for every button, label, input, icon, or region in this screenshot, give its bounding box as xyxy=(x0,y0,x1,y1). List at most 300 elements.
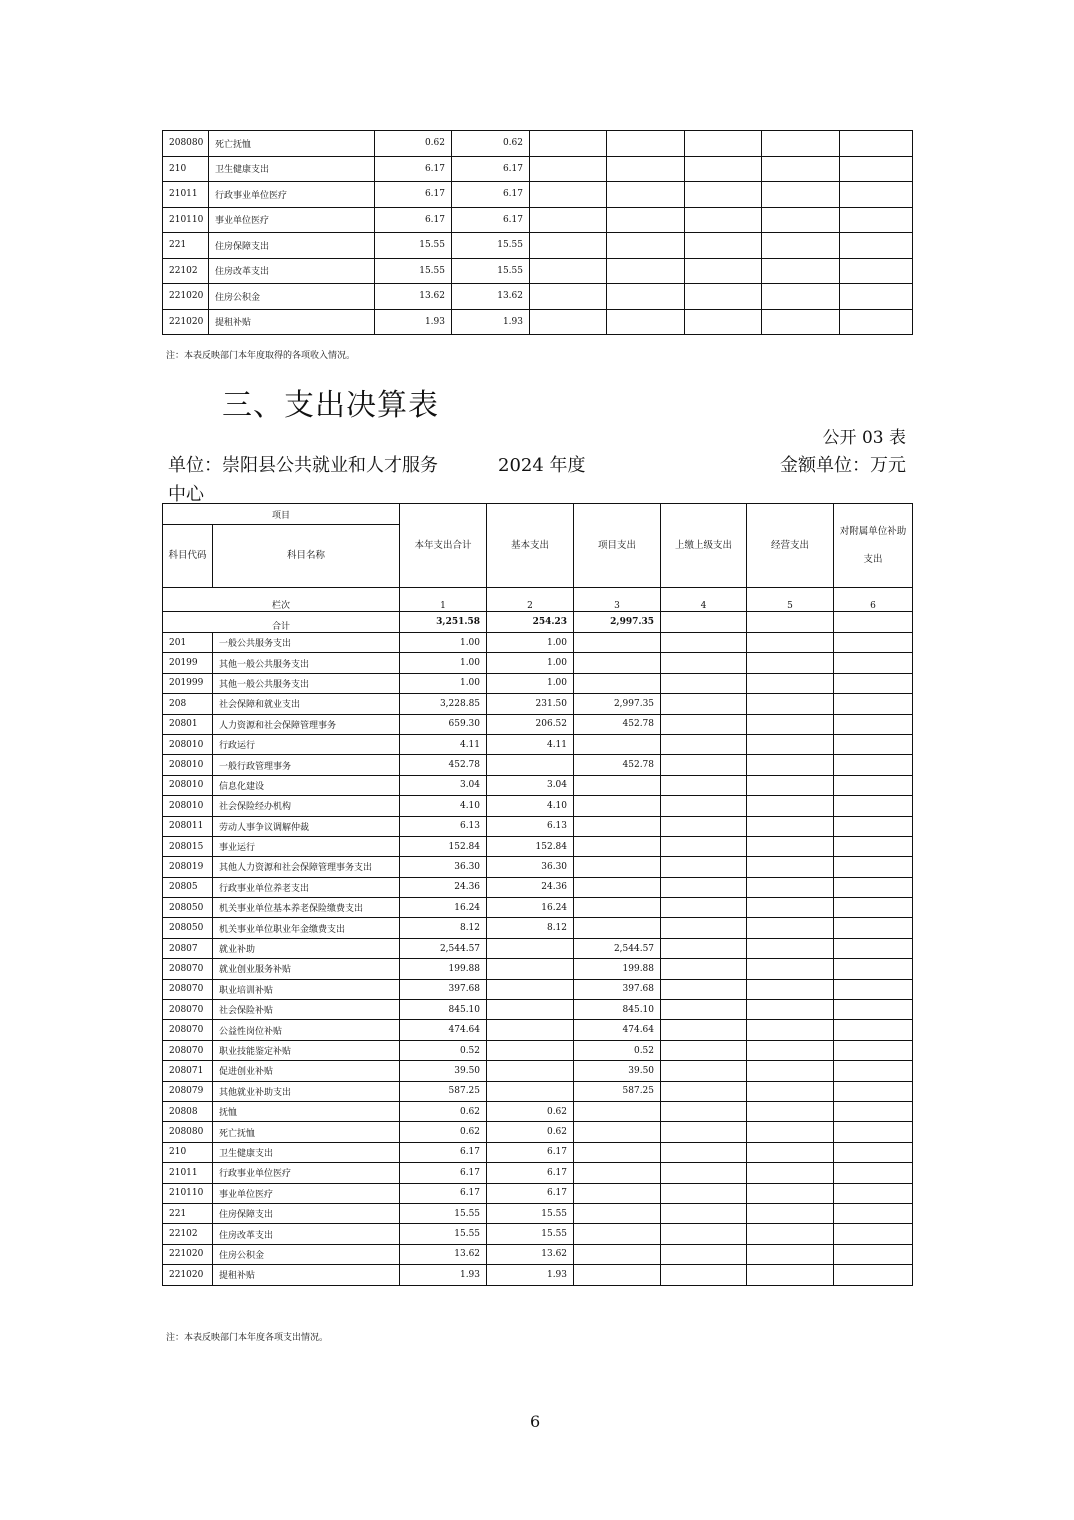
upper-expense xyxy=(661,918,747,938)
project-expense xyxy=(574,775,661,795)
total-expense: 13.62 xyxy=(400,1244,487,1264)
subject-name: 行政运行 xyxy=(213,734,400,754)
upper-expense xyxy=(661,1040,747,1060)
subject-code: 208070 xyxy=(163,979,213,999)
upper-expense xyxy=(661,633,747,653)
table-row xyxy=(163,734,913,754)
subject-code: 210110 xyxy=(163,1183,213,1203)
subject-name: 死亡抚恤 xyxy=(209,131,375,157)
business-expense xyxy=(747,857,834,877)
empty-cell xyxy=(530,309,607,335)
subsidy-expense xyxy=(834,1081,913,1101)
subject-name: 一般公共服务支出 xyxy=(213,633,400,653)
subject-code: 208010 xyxy=(163,796,213,816)
subsidy-expense xyxy=(834,1224,913,1244)
total-expense: 1.93 xyxy=(400,1265,487,1285)
table-row xyxy=(163,816,913,836)
project-expense: 2,544.57 xyxy=(574,938,661,958)
upper-expense xyxy=(661,857,747,877)
business-expense xyxy=(747,714,834,734)
subsidy-expense xyxy=(834,1265,913,1285)
table-row xyxy=(163,309,913,335)
upper-expense xyxy=(661,898,747,918)
table-row xyxy=(163,1040,913,1060)
column-number: 2 xyxy=(487,588,574,612)
basic-expense: 36.30 xyxy=(487,857,574,877)
table-row xyxy=(163,938,913,958)
table-row xyxy=(163,1101,913,1121)
subject-code: 208010 xyxy=(163,734,213,754)
total-business xyxy=(747,612,834,633)
business-expense xyxy=(747,1224,834,1244)
business-expense xyxy=(747,1061,834,1081)
subject-name: 人力资源和社会保障管理事务 xyxy=(213,714,400,734)
subject-code: 20801 xyxy=(163,714,213,734)
upper-expense xyxy=(661,1142,747,1162)
subject-name: 住房改革支出 xyxy=(209,258,375,284)
basic-expense: 1.00 xyxy=(487,673,574,693)
table-row xyxy=(163,755,913,775)
subsidy-expense xyxy=(834,1020,913,1040)
section-title: 三、支出决算表 xyxy=(222,388,439,423)
project-expense xyxy=(574,673,661,693)
total-expense: 0.52 xyxy=(400,1040,487,1060)
subject-name: 住房保障支出 xyxy=(213,1203,400,1223)
project-expense xyxy=(574,653,661,673)
table-row xyxy=(163,207,913,233)
subject-code: 208070 xyxy=(163,1000,213,1020)
subject-code: 22102 xyxy=(163,1224,213,1244)
subject-code: 210110 xyxy=(163,207,209,233)
column-number: 5 xyxy=(747,588,834,612)
subject-name: 事业单位医疗 xyxy=(213,1183,400,1203)
income-table-note: 注：本表反映部门本年度取得的各项收入情况。 xyxy=(166,351,356,361)
table-row xyxy=(163,1061,913,1081)
basic-expense xyxy=(487,1081,574,1101)
subject-code: 20199 xyxy=(163,653,213,673)
upper-expense xyxy=(661,1101,747,1121)
business-expense xyxy=(747,816,834,836)
total-expense: 3.04 xyxy=(400,775,487,795)
business-expense xyxy=(747,796,834,816)
project-expense: 39.50 xyxy=(574,1061,661,1081)
basic-expense: 13.62 xyxy=(487,1244,574,1264)
empty-cell xyxy=(530,131,607,157)
subject-code: 201999 xyxy=(163,673,213,693)
total-expense: 16.24 xyxy=(400,898,487,918)
total-expense: 6.17 xyxy=(400,1183,487,1203)
empty-cell xyxy=(762,309,840,335)
upper-expense xyxy=(661,1183,747,1203)
subject-name: 死亡抚恤 xyxy=(213,1122,400,1142)
empty-cell xyxy=(840,182,913,208)
business-expense xyxy=(747,1040,834,1060)
subject-code: 208050 xyxy=(163,918,213,938)
upper-expense xyxy=(661,836,747,856)
subsidy-expense xyxy=(834,755,913,775)
basic-expense: 6.17 xyxy=(487,1183,574,1203)
basic-expense xyxy=(487,1020,574,1040)
header-project: 项目支出 xyxy=(574,504,661,588)
total-project: 2,997.35 xyxy=(574,612,661,633)
subject-code: 221020 xyxy=(163,1244,213,1264)
upper-expense xyxy=(661,816,747,836)
total-expense: 2,544.57 xyxy=(400,938,487,958)
subsidy-expense xyxy=(834,734,913,754)
income-table-body xyxy=(163,131,913,335)
basic-expense xyxy=(487,979,574,999)
subject-name: 住房公积金 xyxy=(213,1244,400,1264)
business-expense xyxy=(747,694,834,714)
total-expense: 1.00 xyxy=(400,653,487,673)
subject-name: 劳动人事争议调解仲裁 xyxy=(213,816,400,836)
subject-name: 其他人力资源和社会保障管理事务支出 xyxy=(213,857,400,877)
basic-expense: 6.17 xyxy=(487,1142,574,1162)
table-row xyxy=(163,1142,913,1162)
subject-name: 事业运行 xyxy=(213,836,400,856)
subsidy-expense xyxy=(834,1040,913,1060)
income-table-continuation xyxy=(162,130,913,335)
subject-code: 208 xyxy=(163,694,213,714)
upper-expense xyxy=(661,1244,747,1264)
business-expense xyxy=(747,1142,834,1162)
table-row xyxy=(163,1081,913,1101)
upper-expense xyxy=(661,979,747,999)
subject-code: 208080 xyxy=(163,131,209,157)
total-expense: 3,228.85 xyxy=(400,694,487,714)
total-expense: 4.11 xyxy=(400,734,487,754)
subsidy-expense xyxy=(834,796,913,816)
subject-code: 221 xyxy=(163,233,209,259)
total-expense: 36.30 xyxy=(400,857,487,877)
business-expense xyxy=(747,918,834,938)
amount-cell: 15.55 xyxy=(375,233,452,259)
upper-expense xyxy=(661,938,747,958)
project-expense xyxy=(574,1122,661,1142)
subject-code: 22102 xyxy=(163,258,209,284)
empty-cell xyxy=(607,131,685,157)
subject-name: 行政事业单位医疗 xyxy=(213,1163,400,1183)
amount-cell: 0.62 xyxy=(375,131,452,157)
empty-cell xyxy=(685,284,762,310)
table-row xyxy=(163,979,913,999)
total-expense: 4.10 xyxy=(400,796,487,816)
project-expense xyxy=(574,816,661,836)
table-row xyxy=(163,1183,913,1203)
total-expense: 152.84 xyxy=(400,836,487,856)
subject-code: 208079 xyxy=(163,1081,213,1101)
total-expense: 845.10 xyxy=(400,1000,487,1020)
empty-cell xyxy=(685,156,762,182)
business-expense xyxy=(747,1244,834,1264)
table-row xyxy=(163,898,913,918)
subject-name: 行政事业单位养老支出 xyxy=(213,877,400,897)
column-number: 1 xyxy=(400,588,487,612)
upper-expense xyxy=(661,694,747,714)
subsidy-expense xyxy=(834,653,913,673)
table-row xyxy=(163,1122,913,1142)
empty-cell xyxy=(762,156,840,182)
subject-code: 221020 xyxy=(163,1265,213,1285)
upper-expense xyxy=(661,796,747,816)
upper-expense xyxy=(661,673,747,693)
table-row xyxy=(163,1020,913,1040)
basic-expense: 1.00 xyxy=(487,653,574,673)
subject-code: 208010 xyxy=(163,755,213,775)
total-expense: 0.62 xyxy=(400,1122,487,1142)
amount-cell: 6.17 xyxy=(375,207,452,233)
empty-cell xyxy=(607,233,685,259)
total-expense: 474.64 xyxy=(400,1020,487,1040)
header-total: 本年支出合计 xyxy=(400,504,487,588)
subsidy-expense xyxy=(834,938,913,958)
business-expense xyxy=(747,673,834,693)
subject-code: 21011 xyxy=(163,1163,213,1183)
project-expense xyxy=(574,877,661,897)
subsidy-expense xyxy=(834,877,913,897)
table-row xyxy=(163,673,913,693)
business-expense xyxy=(747,1020,834,1040)
total-expense: 397.68 xyxy=(400,979,487,999)
subject-code: 221020 xyxy=(163,284,209,310)
subject-name: 提租补贴 xyxy=(209,309,375,335)
empty-cell xyxy=(840,309,913,335)
subject-name: 抚恤 xyxy=(213,1101,400,1121)
project-expense: 587.25 xyxy=(574,1081,661,1101)
subject-name: 公益性岗位补贴 xyxy=(213,1020,400,1040)
project-expense xyxy=(574,836,661,856)
empty-cell xyxy=(840,258,913,284)
total-expense: 199.88 xyxy=(400,959,487,979)
subsidy-expense xyxy=(834,1244,913,1264)
upper-expense xyxy=(661,1122,747,1142)
business-expense xyxy=(747,898,834,918)
subsidy-expense xyxy=(834,1000,913,1020)
empty-cell xyxy=(530,156,607,182)
upper-expense xyxy=(661,1081,747,1101)
project-expense xyxy=(574,918,661,938)
subject-code: 208050 xyxy=(163,898,213,918)
empty-cell xyxy=(685,233,762,259)
basic-expense: 4.11 xyxy=(487,734,574,754)
subsidy-expense xyxy=(834,1183,913,1203)
basic-expense xyxy=(487,959,574,979)
subject-name: 一般行政管理事务 xyxy=(213,755,400,775)
project-expense: 845.10 xyxy=(574,1000,661,1020)
column-label: 栏次 xyxy=(163,588,400,612)
subsidy-expense xyxy=(834,959,913,979)
project-expense: 452.78 xyxy=(574,755,661,775)
subject-code: 208070 xyxy=(163,1020,213,1040)
subject-name: 就业创业服务补贴 xyxy=(213,959,400,979)
subsidy-expense xyxy=(834,898,913,918)
empty-cell xyxy=(762,207,840,233)
subject-name: 促进创业补贴 xyxy=(213,1061,400,1081)
empty-cell xyxy=(530,258,607,284)
expenditure-table-note: 注：本表反映部门本年度各项支出情况。 xyxy=(166,1333,329,1343)
business-expense xyxy=(747,938,834,958)
header-subsidy: 对附属单位补助支出 xyxy=(834,504,913,588)
total-basic: 254.23 xyxy=(487,612,574,633)
empty-cell xyxy=(762,182,840,208)
project-expense: 474.64 xyxy=(574,1020,661,1040)
amount-unit: 金额单位：万元 xyxy=(780,455,906,476)
subject-code: 208015 xyxy=(163,836,213,856)
upper-expense xyxy=(661,775,747,795)
table-row xyxy=(163,877,913,897)
amount-cell: 1.93 xyxy=(375,309,452,335)
basic-expense: 15.55 xyxy=(487,1224,574,1244)
subject-code: 20805 xyxy=(163,877,213,897)
upper-expense xyxy=(661,877,747,897)
table-row xyxy=(163,182,913,208)
total-expense: 15.55 xyxy=(400,1224,487,1244)
empty-cell xyxy=(685,309,762,335)
amount-cell: 6.17 xyxy=(375,182,452,208)
amount-cell: 15.55 xyxy=(375,258,452,284)
total-expense: 6.17 xyxy=(400,1163,487,1183)
expenditure-table xyxy=(162,503,913,1286)
business-expense xyxy=(747,1203,834,1223)
business-expense xyxy=(747,1183,834,1203)
amount-cell: 15.55 xyxy=(452,258,530,284)
empty-cell xyxy=(530,284,607,310)
project-expense: 397.68 xyxy=(574,979,661,999)
column-number: 6 xyxy=(834,588,913,612)
empty-cell xyxy=(840,156,913,182)
subject-code: 20807 xyxy=(163,938,213,958)
total-expense: 15.55 xyxy=(400,1203,487,1223)
subject-name: 社会保险经办机构 xyxy=(213,796,400,816)
empty-cell xyxy=(685,131,762,157)
business-expense xyxy=(747,1000,834,1020)
basic-expense: 231.50 xyxy=(487,694,574,714)
column-number: 4 xyxy=(661,588,747,612)
table-row xyxy=(163,775,913,795)
table-row xyxy=(163,1265,913,1285)
project-expense: 0.52 xyxy=(574,1040,661,1060)
column-number: 3 xyxy=(574,588,661,612)
subject-name: 住房改革支出 xyxy=(213,1224,400,1244)
total-label: 合计 xyxy=(163,612,400,633)
business-expense xyxy=(747,775,834,795)
header-code: 科目代码 xyxy=(163,525,213,588)
subject-code: 208019 xyxy=(163,857,213,877)
empty-cell xyxy=(685,182,762,208)
subject-code: 201 xyxy=(163,633,213,653)
subsidy-expense xyxy=(834,1101,913,1121)
project-expense xyxy=(574,857,661,877)
basic-expense: 15.55 xyxy=(487,1203,574,1223)
expenditure-table-body xyxy=(163,633,913,1286)
project-expense xyxy=(574,734,661,754)
total-subsidy xyxy=(834,612,913,633)
empty-cell xyxy=(607,182,685,208)
subject-code: 21011 xyxy=(163,182,209,208)
page-number: 6 xyxy=(530,1412,541,1431)
amount-cell: 13.62 xyxy=(375,284,452,310)
subject-code: 221 xyxy=(163,1203,213,1223)
subject-name: 信息化建设 xyxy=(213,775,400,795)
table-row xyxy=(163,1224,913,1244)
empty-cell xyxy=(607,284,685,310)
subject-name: 事业单位医疗 xyxy=(209,207,375,233)
upper-expense xyxy=(661,1000,747,1020)
subsidy-expense xyxy=(834,714,913,734)
basic-expense: 0.62 xyxy=(487,1122,574,1142)
business-expense xyxy=(747,755,834,775)
table-row xyxy=(163,633,913,653)
upper-expense xyxy=(661,714,747,734)
business-expense xyxy=(747,633,834,653)
total-expense: 0.62 xyxy=(400,1101,487,1121)
subject-code: 210 xyxy=(163,156,209,182)
table-row xyxy=(163,653,913,673)
basic-expense: 6.13 xyxy=(487,816,574,836)
basic-expense xyxy=(487,755,574,775)
project-expense xyxy=(574,1101,661,1121)
table-row xyxy=(163,1203,913,1223)
project-expense xyxy=(574,1163,661,1183)
table-row xyxy=(163,959,913,979)
total-expense: 24.36 xyxy=(400,877,487,897)
empty-cell xyxy=(607,207,685,233)
business-expense xyxy=(747,959,834,979)
basic-expense: 206.52 xyxy=(487,714,574,734)
basic-expense: 4.10 xyxy=(487,796,574,816)
table-row xyxy=(163,1244,913,1264)
total-expense: 452.78 xyxy=(400,755,487,775)
subject-name: 卫生健康支出 xyxy=(213,1142,400,1162)
subject-name: 行政事业单位医疗 xyxy=(209,182,375,208)
fiscal-year: 2024 年度 xyxy=(498,455,586,476)
subsidy-expense xyxy=(834,775,913,795)
project-expense: 452.78 xyxy=(574,714,661,734)
upper-expense xyxy=(661,1020,747,1040)
subject-name: 其他一般公共服务支出 xyxy=(213,673,400,693)
unit-name: 单位：崇阳县公共就业和人才服务中心 xyxy=(168,455,438,505)
subject-name: 就业补助 xyxy=(213,938,400,958)
upper-expense xyxy=(661,755,747,775)
header-upper: 上缴上级支出 xyxy=(661,504,747,588)
basic-expense xyxy=(487,938,574,958)
subject-code: 210 xyxy=(163,1142,213,1162)
empty-cell xyxy=(762,233,840,259)
subsidy-expense xyxy=(834,857,913,877)
basic-expense xyxy=(487,1040,574,1060)
table-row xyxy=(163,714,913,734)
empty-cell xyxy=(607,156,685,182)
empty-cell xyxy=(530,233,607,259)
subject-name: 机关事业单位职业年金缴费支出 xyxy=(213,918,400,938)
business-expense xyxy=(747,734,834,754)
upper-expense xyxy=(661,1163,747,1183)
upper-expense xyxy=(661,1265,747,1285)
business-expense xyxy=(747,1122,834,1142)
basic-expense: 6.17 xyxy=(487,1163,574,1183)
empty-cell xyxy=(762,258,840,284)
total-expense: 39.50 xyxy=(400,1061,487,1081)
subsidy-expense xyxy=(834,1122,913,1142)
table-row xyxy=(163,1163,913,1183)
upper-expense xyxy=(661,1061,747,1081)
empty-cell xyxy=(685,258,762,284)
project-expense xyxy=(574,796,661,816)
subsidy-expense xyxy=(834,1163,913,1183)
subsidy-expense xyxy=(834,918,913,938)
table-row xyxy=(163,694,913,714)
business-expense xyxy=(747,1163,834,1183)
